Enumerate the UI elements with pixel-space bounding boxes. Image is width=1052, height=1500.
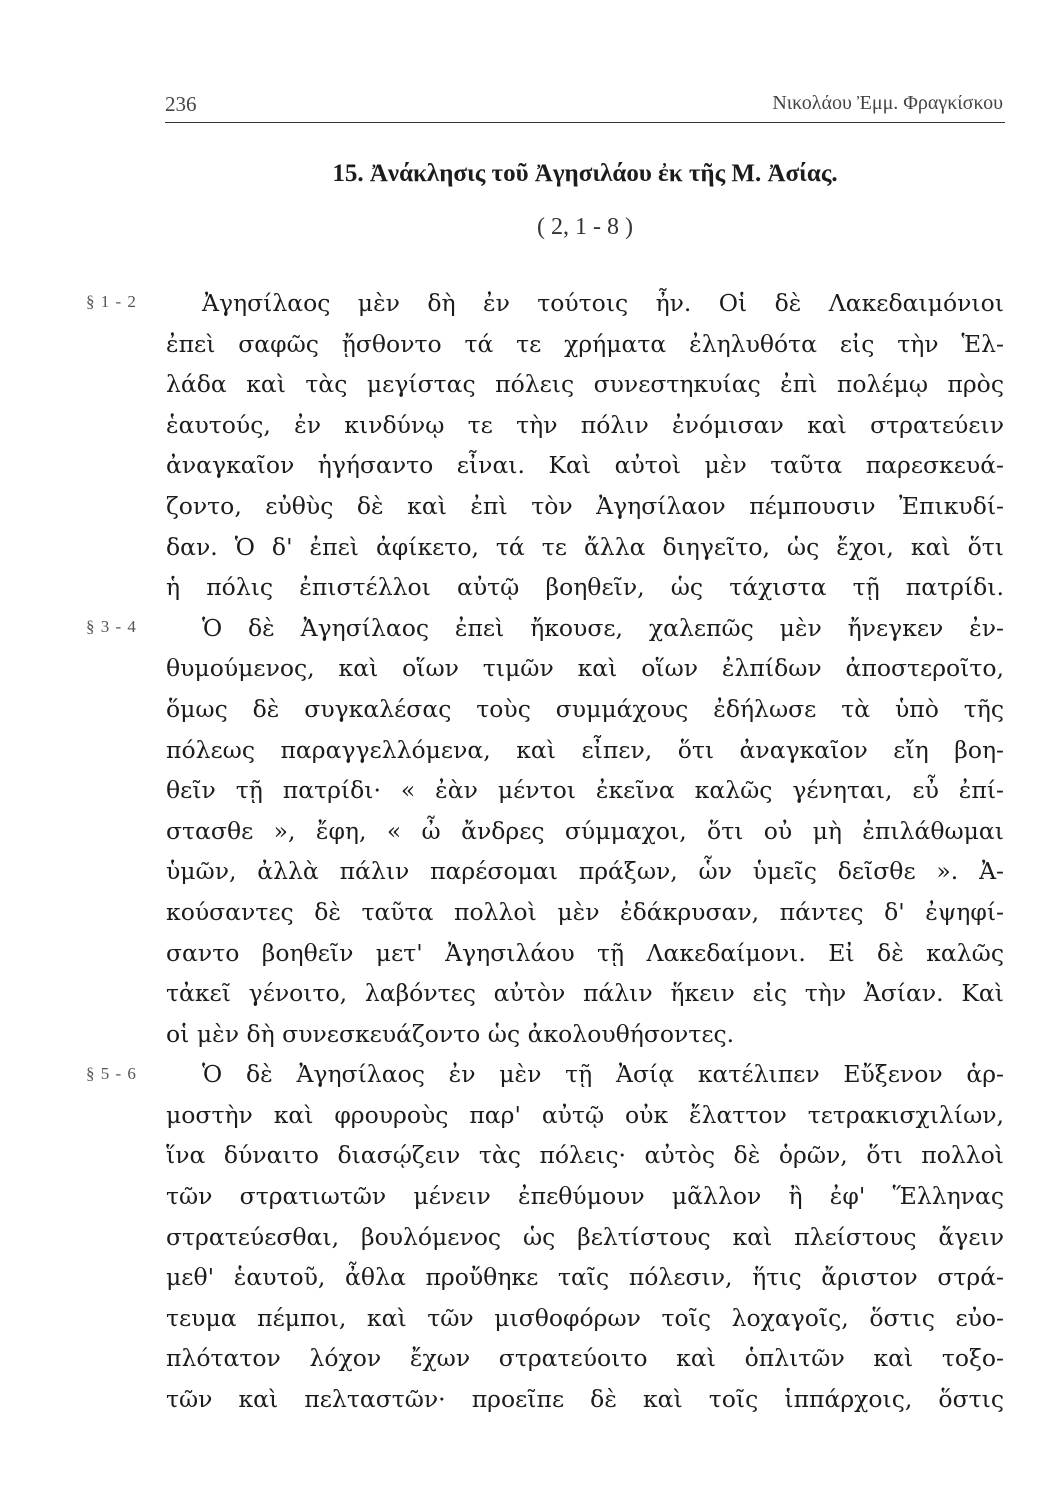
margin-note: § 1 - 2: [86, 292, 137, 311]
page-number: 236: [165, 92, 197, 116]
text-line: θυμούμενος, καὶ οἵων τιμῶν καὶ οἵων ἐλπίδων ἀποστεροῖτο,: [166, 654, 1004, 683]
text-line: Ὁ δὲ Ἀγησίλαος ἐν μὲν τῇ Ἀσίᾳ κατέλιπεν Εὔξενον ἁρ-: [202, 1060, 1004, 1089]
body-text: [166, 283, 1004, 1420]
section-title: 15. Ἀνάκλησις τοῦ Ἀγησιλάου ἐκ τῆς Μ. Ἀσίας.: [332, 160, 838, 187]
text-line: σαντο βοηθεῖν μετ' Ἀγησιλάου τῇ Λακεδαίμονι. Εἰ δὲ καλῶς: [166, 938, 1004, 967]
text-line: ἐπεὶ σαφῶς ᾔσθοντο τά τε χρήματα ἐληλυθότα εἰς τὴν Ἑλ-: [166, 329, 1004, 358]
text-line: ὑμῶν, ἀλλὰ πάλιν παρέσομαι πράξων, ὧν ὑμεῖς δεῖσθε ». Ἀ-: [166, 857, 1004, 886]
text-line: Ὁ δὲ Ἀγησίλαος ἐπεὶ ἤκουσε, χαλεπῶς μὲν ἤνεγκεν ἐν-: [202, 613, 1004, 642]
text-line: ἀναγκαῖον ἡγήσαντο εἶναι. Καὶ αὐτοὶ μὲν ταῦτα παρεσκευά-: [166, 451, 1004, 480]
margin-note: § 5 - 6: [86, 1064, 137, 1083]
text-line: στρατεύεσθαι, βουλόμενος ὡς βελτίστους καὶ πλείστους ἄγειν: [166, 1222, 1004, 1251]
text-line: πλότατον λόχον ἔχων στρατεύοιτο καὶ ὁπλιτῶν καὶ τοξο-: [166, 1344, 1004, 1373]
text-line: δαν. Ὁ δ' ἐπεὶ ἀφίκετο, τά τε ἄλλα διηγεῖτο, ὡς ἔχοι, καὶ ὅτι: [166, 532, 1004, 561]
text-line: τῶν καὶ πελταστῶν· προεῖπε δὲ καὶ τοῖς ἱππάρχοις, ὅστις: [166, 1385, 1004, 1414]
text-line: κούσαντες δὲ ταῦτα πολλοὶ μὲν ἐδάκρυσαν, πάντες δ' ἐψηφί-: [166, 897, 1004, 926]
text-line: ἑαυτούς, ἐν κινδύνῳ τε τὴν πόλιν ἐνόμισαν καὶ στρατεύειν: [166, 410, 1004, 439]
text-line: ἵνα δύναιτο διασῴζειν τὰς πόλεις· αὐτὸς δὲ ὁρῶν, ὅτι πολλοὶ: [166, 1141, 1004, 1170]
text-line: τῶν στρατιωτῶν μένειν ἐπεθύμουν μᾶλλον ἢ ἐφ' Ἕλληνας: [166, 1182, 1004, 1211]
running-head: Νικολάου Ἐμμ. Φραγκίσκου: [772, 92, 1003, 114]
text-line: στασθε », ἔφη, « ὦ ἄνδρες σύμμαχοι, ὅτι οὐ μὴ ἐπιλάθωμαι: [166, 816, 1004, 845]
text-line: λάδα καὶ τὰς μεγίστας πόλεις συνεστηκυίας ἐπὶ πολέμῳ πρὸς: [166, 370, 1004, 399]
page-header: [165, 88, 1005, 123]
text-line: Ἀγησίλαος μὲν δὴ ἐν τούτοις ἦν. Οἱ δὲ Λακεδαιμόνιοι: [202, 289, 1004, 317]
text-line: ἡ πόλις ἐπιστέλλοι αὐτῷ βοηθεῖν, ὡς τάχιστα τῇ πατρίδι.: [166, 573, 1004, 602]
text-line: πόλεως παραγγελλόμενα, καὶ εἶπεν, ὅτι ἀναγκαῖον εἴη βοη-: [166, 735, 1004, 764]
text-line: τευμα πέμποι, καὶ τῶν μισθοφόρων τοῖς λοχαγοῖς, ὅστις εὐο-: [166, 1303, 1004, 1332]
text-line: ὅμως δὲ συγκαλέσας τοὺς συμμάχους ἐδήλωσε τὰ ὑπὸ τῆς: [166, 694, 1004, 723]
text-line: ζοντο, εὐθὺς δὲ καὶ ἐπὶ τὸν Ἀγησίλαον πέμπουσιν Ἐπικυδί-: [166, 491, 1004, 520]
text-line: μεθ' ἑαυτοῦ, ἆθλα προὔθηκε ταῖς πόλεσιν, ἥτις ἄριστον στρά-: [166, 1263, 1004, 1292]
text-line: θεῖν τῇ πατρίδι· « ἐὰν μέντοι ἐκεῖνα καλῶς γένηται, εὖ ἐπί-: [166, 776, 1004, 805]
margin-note: § 3 - 4: [86, 617, 137, 636]
text-line: τἀκεῖ γένοιτο, λαβόντες αὐτὸν πάλιν ἥκειν εἰς τὴν Ἀσίαν. Καὶ: [166, 979, 1004, 1008]
text-line: οἱ μὲν δὴ συνεσκευάζοντο ὡς ἀκολουθήσοντες.: [166, 1019, 735, 1048]
section-reference: ( 2, 1 - 8 ): [537, 214, 633, 240]
text-line: μοστὴν καὶ φρουροὺς παρ' αὐτῷ οὐκ ἔλαττον τετρακισχιλίων,: [166, 1100, 1004, 1129]
